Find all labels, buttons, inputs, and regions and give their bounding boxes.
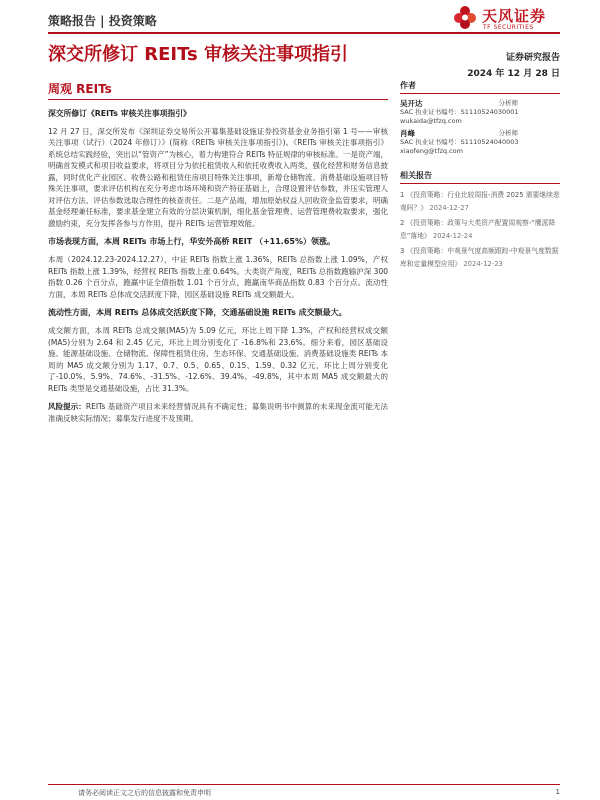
related-report-link[interactable] (400, 217, 560, 243)
author-entry (400, 99, 560, 126)
related-report-link[interactable] (400, 245, 560, 271)
author-name: 吴开达 (400, 99, 423, 108)
related-report-title: 3 《投资策略：中观景气度高频跟踪-中观景气度数据库和定量模型应用》 (400, 247, 559, 268)
main-body (48, 108, 388, 431)
risk-label: 风险提示： (48, 402, 86, 411)
related-report-title: 1 《投资策略：行业比较周报-消费 2025 需要继续悲观吗？》 (400, 191, 560, 212)
related-report-date: 2024-12-24 (432, 232, 473, 240)
heading-liquidity: 流动性方面，本周 REITs 总体成交活跃度下降，交通基础设施 REITs 成交额最大。 (48, 308, 347, 317)
related-report-date: 2024-12-23 (463, 260, 503, 268)
company-logo (452, 4, 562, 34)
paragraph-market-performance: 本周（2024.12.23-2024.12.27），中证 REITs 指数上涨 1.36%，REITs 总指数上涨 1.09%，产权 REITs 指数上涨 1.39%，经营权 REITs 指数上涨 0.64%。大类资产角度，REITs 总指数跑输沪深 300 指数 0.26 个百分点，跑赢中证全债指数 1.01 个百分点，跑赢南华商品指数 0.83 个百分点。流动性方面，本周 REITs 总体成交活跃度下降，园区基础设施 REITs 成交额最大。 (48, 255, 388, 299)
author-name: 肖峰 (400, 129, 415, 138)
section-label: 周观 REITs (48, 82, 112, 96)
footer-divider (48, 784, 560, 785)
report-category: 策略报告 | 投资策略 (48, 14, 157, 28)
heading-market-performance: 市场表现方面，本周 REITs 市场上行，华安外高桥 REIT （+11.65%）领涨。 (48, 237, 335, 246)
related-report-title: 2 《投资策略：政策与大类资产配置周观察-“鹰派降息”落地》 (400, 219, 556, 240)
authors-heading: 作者 (400, 80, 560, 94)
report-date: 2024 年 12 月 28 日 (467, 69, 560, 79)
paragraph-liquidity: 成交额方面，本周 REITs 总成交额(MA5)为 5.09 亿元，环比上周下降 1.3%，产权和经营权成交额(MA5)分别为 2.64 和 2.45 亿元，环比上周分别变化了 -16.8%和 23.6%。细分来看，园区基础设施、能源基础设施、仓储物流、保障性租赁住房、生态环保、交通基础设施、消费基础设施类 REITs 本周的 MA5 成交额分别为 1.17、0.7、0.5、0.65、0.15、1.59、0.32 亿元，环比上周分别变化了-10.0%、5.9%、74.6%、-31.5%、-12.6%、39.4%、-49.8%，其中本周 MA5 成交额最大的 REITs 类型是交通基础设施，占比 31.3%。 (48, 326, 388, 393)
logo-chinese-name: 天风证券 (482, 7, 547, 25)
author-cert: SAC 执业证书编号：S1110524040003 (400, 138, 519, 146)
author-role: 分析师 (498, 129, 518, 137)
sidebar (400, 80, 560, 273)
related-heading: 相关报告 (400, 170, 560, 184)
header-divider (48, 32, 560, 34)
logo-english-name: TF SECURITIES (483, 24, 534, 31)
page-title: 深交所修订 REITs 审核关注事项指引 (48, 44, 348, 65)
risk-warning (48, 401, 388, 424)
author-email: xiaofeng@tfzq.com (400, 147, 463, 155)
risk-text: REITs 基础资产项目未来经营情况具有不确定性；募集说明书中测算的未来现金流可能无法准确反映实际情况；募集发行进度不及预期。 (48, 402, 389, 423)
logo-flower-icon (452, 4, 478, 30)
page-number: 1 (555, 788, 560, 796)
author-cert: SAC 执业证书编号：S1110524030001 (400, 108, 519, 116)
paragraph-policy: 12 月 27 日，深交所发布《深圳证券交易所公开募集基础设施证券投资基金业务指引第 1 号——审核关注事项（试行）（2024 年修订）》(简称《REITs 审核关注事项指引》)。《REITs 审核关注事项指引》系统总结实践经验，突出以“管资产”为核心，着力构建符合 REITs 特征规律的审核标准。一是资产端，明确首发模式和项目收益要求，将项目分为依托租赁收入和依托收费收入两类，强化经营和财务信息披露，同时优化产业园区、收费公路和租赁住房项目特殊关注事项，新增仓储物流、消费基础设施项目特殊关注事项，要求评估机构在充分考虑市场环境和资产特征基础上，合理设置评估参数，并压实管理人对评估方法、评估参数选取合理性的核查责任。二是产品端，增加原始权益人回收资金监管要求，明确基金经理兼任标准，要求基金建立有效的分层决策机制，细化基金管理费、运营管理费收取要求，强化激励约束，充分发挥各参与方作用，提升 REITs 运营管理效能。 (48, 126, 388, 228)
main-section-title: 深交所修订《REITs 审核关注事项指引》 (48, 109, 191, 118)
report-type: 证券研究报告 (505, 53, 560, 63)
footer-disclaimer: 请务必阅读正文之后的信息披露和免责申明 (78, 789, 211, 797)
section-divider (48, 99, 388, 100)
author-entry (400, 129, 560, 156)
author-email: wukaida@tfzq.com (400, 117, 462, 125)
related-report-link[interactable] (400, 189, 560, 215)
author-role: 分析师 (498, 99, 518, 107)
related-report-date: 2024-12-27 (429, 204, 469, 212)
